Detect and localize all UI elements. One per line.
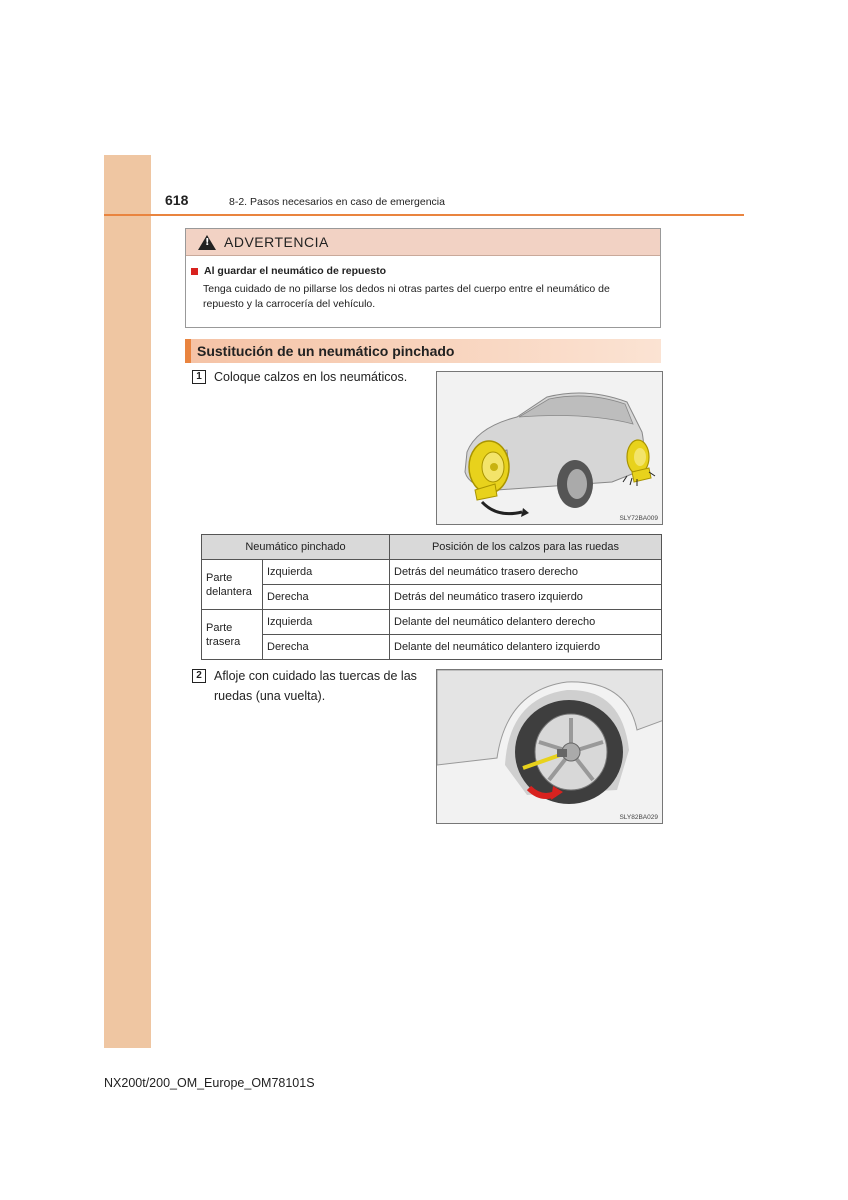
table-cell: Detrás del neumático trasero izquierdo (390, 585, 662, 610)
step-number-1: 1 (192, 370, 206, 384)
step-number-2: 2 (192, 669, 206, 683)
figure-code: SLY72BA009 (619, 515, 658, 522)
table-group-label: Parte delantera (202, 560, 263, 610)
section-heading-bar (185, 339, 661, 363)
warning-title: ADVERTENCIA (224, 234, 329, 250)
red-square-bullet-icon (191, 268, 198, 275)
side-band (104, 155, 151, 1048)
footer-document-code: NX200t/200_OM_Europe_OM78101S (104, 1076, 315, 1090)
warning-text: Tenga cuidado de no pillarse los dedos ni otras partes del cuerpo entre el neumático de repuesto y la carrocería del vehículo. (203, 283, 610, 310)
table-row (202, 560, 662, 585)
table-row (202, 635, 662, 660)
table-cell: Delante del neumático delantero derecho (390, 610, 662, 635)
table-cell: Izquierda (263, 560, 390, 585)
car-with-chocks-illustration (437, 372, 663, 525)
step-text-1: Coloque calzos en los neumáticos. (214, 370, 408, 384)
table-header: Posición de los calzos para las ruedas (390, 535, 662, 560)
table-cell: Izquierda (263, 610, 390, 635)
warning-box (185, 228, 661, 328)
table-row (202, 610, 662, 635)
table-cell: Derecha (263, 585, 390, 610)
warning-triangle-icon (198, 235, 216, 250)
loosen-wheel-nuts-illustration (437, 670, 663, 824)
table-header-row (202, 535, 662, 560)
table-cell: Delante del neumático delantero izquierdo (390, 635, 662, 660)
figure-code: SLY82BA029 (619, 814, 658, 821)
step-text-2: Afloje con cuidado las tuercas de las ruedas (una vuelta). (214, 669, 417, 703)
loosen-nuts-figure (436, 669, 663, 824)
warning-bullet (191, 265, 652, 277)
section-title: 8-2. Pasos necesarios en caso de emergencia (229, 196, 445, 208)
warning-subheading: Al guardar el neumático de repuesto (204, 265, 387, 277)
warning-header (186, 229, 660, 256)
table-cell: Detrás del neumático trasero derecho (390, 560, 662, 585)
table-group-label: Parte trasera (202, 610, 263, 660)
wheel-chocks-figure (436, 371, 663, 525)
table-header: Neumático pinchado (202, 535, 390, 560)
chock-position-table (201, 534, 662, 660)
table-row (202, 585, 662, 610)
table-cell: Derecha (263, 635, 390, 660)
warning-body (186, 256, 660, 312)
page-number: 618 (165, 192, 189, 208)
header-rule (104, 214, 744, 216)
section-heading: Sustitución de un neumático pinchado (197, 343, 455, 359)
